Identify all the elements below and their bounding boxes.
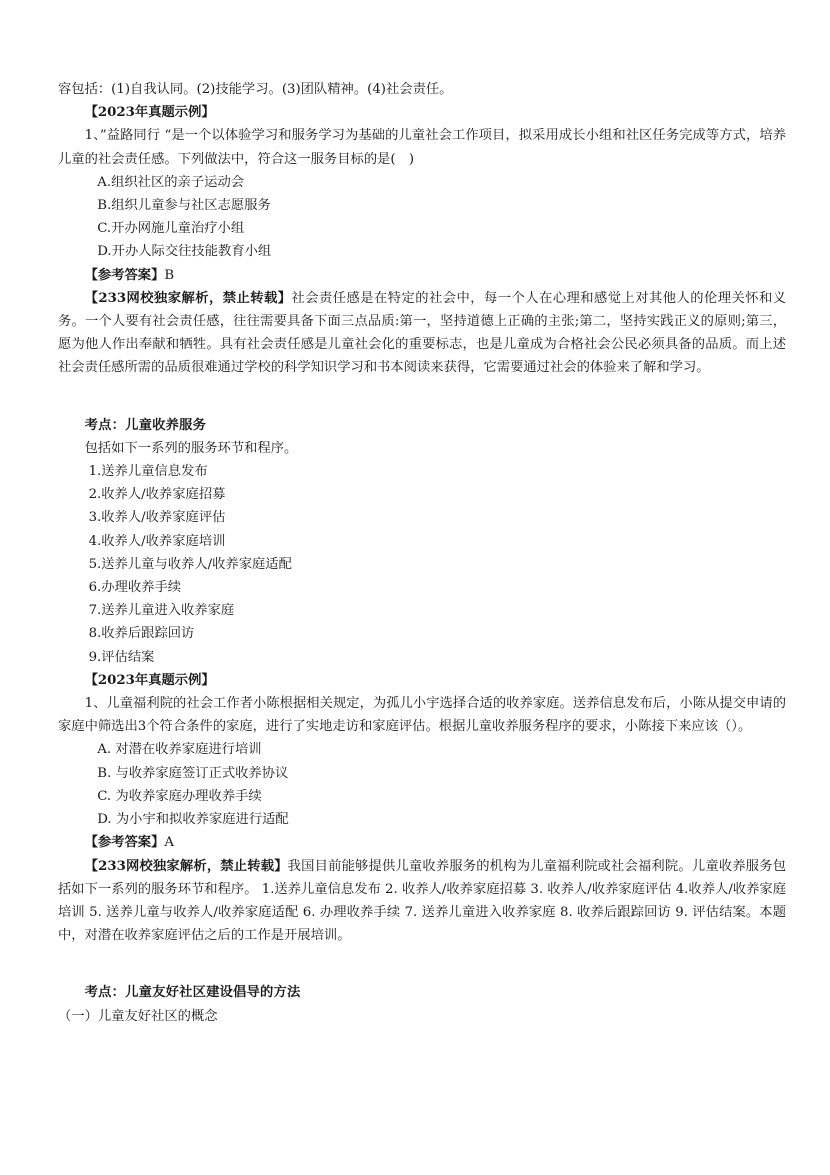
question-2-option-c: C. 为收养家庭办理收养手续	[97, 788, 262, 804]
adoption-step-5: 5.送养儿童与收养人/收养家庭适配	[88, 556, 292, 572]
question-2-option-d: D. 为小宇和拟收养家庭进行适配	[97, 812, 289, 828]
adoption-step-9: 9.评估结案	[88, 649, 155, 665]
question-2-option-a: A. 对潜在收养家庭进行培训	[97, 742, 262, 758]
carryover-line: 容包括：(1)自我认同。(2)技能学习。(3)团队精神。(4)社会责任。	[58, 82, 453, 97]
answer-label-1: 【参考答案】	[84, 267, 165, 283]
analysis-text-1: 社会责任感是在特定的社会中，每一个人在心理和感觉上对其他人的伦理关怀和义务。一个人要有社会责任感，往往需要具备下面三点品质:第一，坚持道德上正确的主张;第二，坚持实践正义的原则;第三，愿为他人作出奉献和牺牲。具有社会责任感是儿童社会化的重要标志，也是儿童成为合格社会公民必须具备的品质。而上述社会责任感所需的品质很难通过学校的科学知识学习和书本阅读来获得，它需要通过社会的体验来了解和学习。	[58, 290, 786, 376]
adoption-step-3: 3.收养人/收养家庭评估	[88, 510, 226, 526]
question-1-option-b: B.组织儿童参与社区志愿服务	[97, 198, 271, 214]
section-spacer-2	[58, 947, 786, 981]
exam-example-marker-2: 【2023年真题示例】	[84, 672, 215, 688]
adoption-step-4: 4.收养人/收养家庭培训	[88, 533, 226, 549]
question-2-stem: 1、儿童福利院的社会工作者小陈根据相关规定，为孤儿小宇选择合适的收养家庭。送养信息发布后，小陈从提交申请的家庭中筛选出3个符合条件的家庭，进行了实地走访和家庭评估。根据儿童收养服务程序的要求，小陈接下来应该（）。	[58, 696, 786, 735]
adoption-step-7: 7.送养儿童进入收养家庭	[88, 603, 235, 619]
question-1-option-c: C.开办网施儿童治疗小组	[97, 221, 245, 237]
section-2-subheading: （一）儿童友好社区的概念	[58, 1008, 218, 1024]
question-1-option-d: D.开办人际交往技能教育小组	[97, 244, 272, 260]
adoption-step-1: 1.送养儿童信息发布	[88, 464, 208, 480]
section-1-intro: 包括如下一系列的服务环节和程序。	[84, 440, 298, 456]
section-heading-adoption-service: 考点：儿童收养服务	[84, 417, 207, 433]
question-1-answer-row	[58, 264, 786, 287]
exam-example-marker-1: 【2023年真题示例】	[84, 105, 215, 121]
document-body	[58, 78, 786, 1028]
analysis-label-1: 【233网校独家解析，禁止转载】	[84, 290, 292, 306]
adoption-step-8: 8.收养后跟踪回访	[88, 626, 195, 642]
answer-value-1: B	[164, 267, 175, 283]
adoption-step-2: 2.收养人/收养家庭招募	[88, 487, 226, 503]
question-2-option-b: B. 与收养家庭签订正式收养协议	[97, 765, 289, 781]
question-2-answer-row	[58, 831, 786, 854]
analysis-label-2: 【233网校独家解析，禁止转载】	[84, 858, 288, 874]
section-heading-child-friendly-community: 考点：儿童友好社区建设倡导的方法	[84, 985, 301, 1001]
question-1-option-a: A.组织社区的亲子运动会	[97, 174, 245, 190]
question-2-analysis	[58, 855, 786, 948]
adoption-step-6: 6.办理收养手续	[88, 580, 182, 596]
section-spacer-1	[58, 380, 786, 414]
analysis-text-2: 我国目前能够提供儿童收养服务的机构为儿童福利院或社会福利院。儿童收养服务包括如下一系列的服务环节和程序。 1.送养儿童信息发布 2. 收养人/收养家庭招募 3. 收养人/收养家庭评估 4.收养人/收养家庭培训 5. 送养儿童与收养人/收养家庭适配 6. 办理收养手续 7. 送养儿童进入收养家庭 8. 收养后跟踪回访 9. 评估结案。本题中，对潜在收养家庭评估之后的工作是开展培训。	[58, 858, 786, 944]
question-1-stem: 1、”益路同行 “是一个以体验学习和服务学习为基础的儿童社会工作项目，拟采用成长小组和社区任务完成等方式，培养儿童的社会责任感。下列做法中，符合这一服务目标的是( )	[58, 128, 786, 167]
answer-label-2: 【参考答案】	[84, 835, 165, 851]
answer-value-2: A	[164, 835, 174, 851]
question-1-analysis	[58, 287, 786, 380]
